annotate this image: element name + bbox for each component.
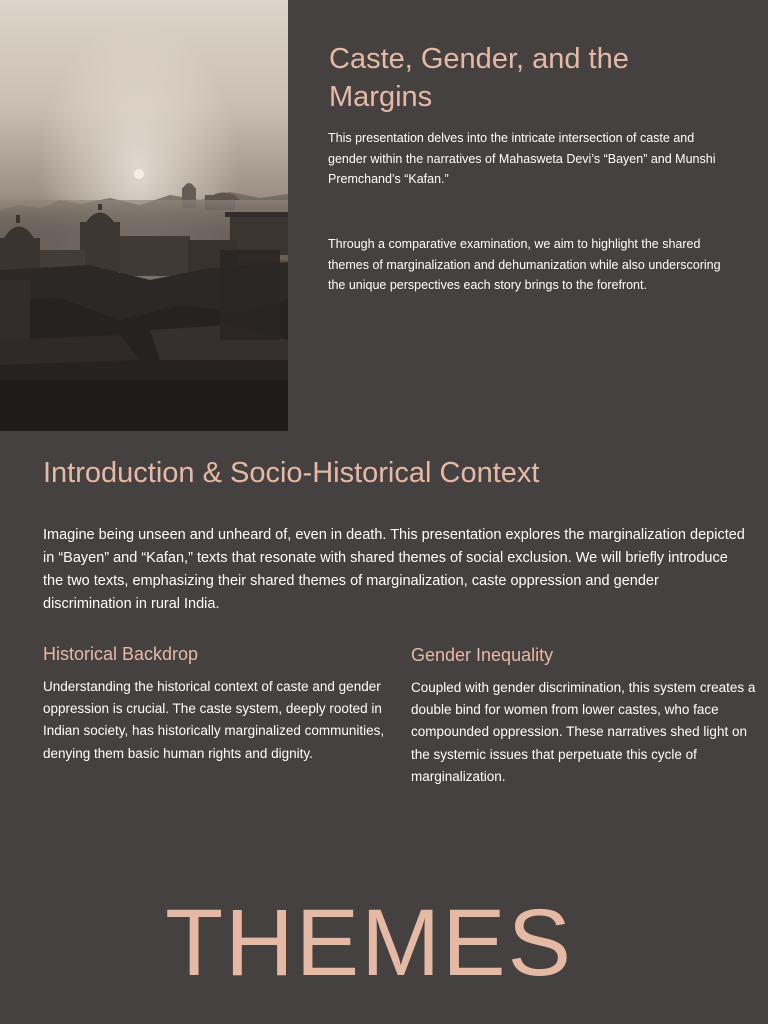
column-heading: Gender Inequality	[411, 645, 554, 665]
column-heading: Historical Backdrop	[43, 644, 199, 664]
historical-backdrop-column	[43, 643, 388, 765]
column-body: Coupled with gender discrimination, this system creates a double bind for women from lower castes, who face compounded oppression. These narratives shed light on the systemic issues that perpetuate this cycle of marginalization.	[411, 680, 756, 784]
slide-title: Caste, Gender, and the Margins	[329, 43, 629, 113]
hero-image	[0, 0, 288, 431]
themes-heading: THEMES	[165, 890, 573, 996]
section-body: Imagine being unseen and unheard of, even in death. This presentation explores the marginalization depicted in “Bayen” and “Kafan,” texts that resonate with shared themes of social exclusion. We will briefly introduce the two texts, emphasizing their shared themes of marginalization, caste oppression and gender discrimination in rural India.	[43, 527, 745, 612]
intro-paragraph-1: This presentation delves into the intricate intersection of caste and gender within the narratives of Mahasweta Devi’s “Bayen” and Munshi Premchand’s “Kafan.”	[328, 131, 716, 186]
intro-paragraph-2: Through a comparative examination, we aim to highlight the shared themes of marginalization and dehumanization while also underscoring the unique perspectives each story brings to the forefront.	[328, 237, 721, 292]
section-heading: Introduction & Socio-Historical Context	[43, 457, 540, 489]
column-body: Understanding the historical context of caste and gender oppression is crucial. The caste system, deeply rooted in Indian society, has historically marginalized communities, denying them basic human rights and dignity.	[43, 679, 385, 761]
gender-inequality-column	[411, 643, 756, 788]
